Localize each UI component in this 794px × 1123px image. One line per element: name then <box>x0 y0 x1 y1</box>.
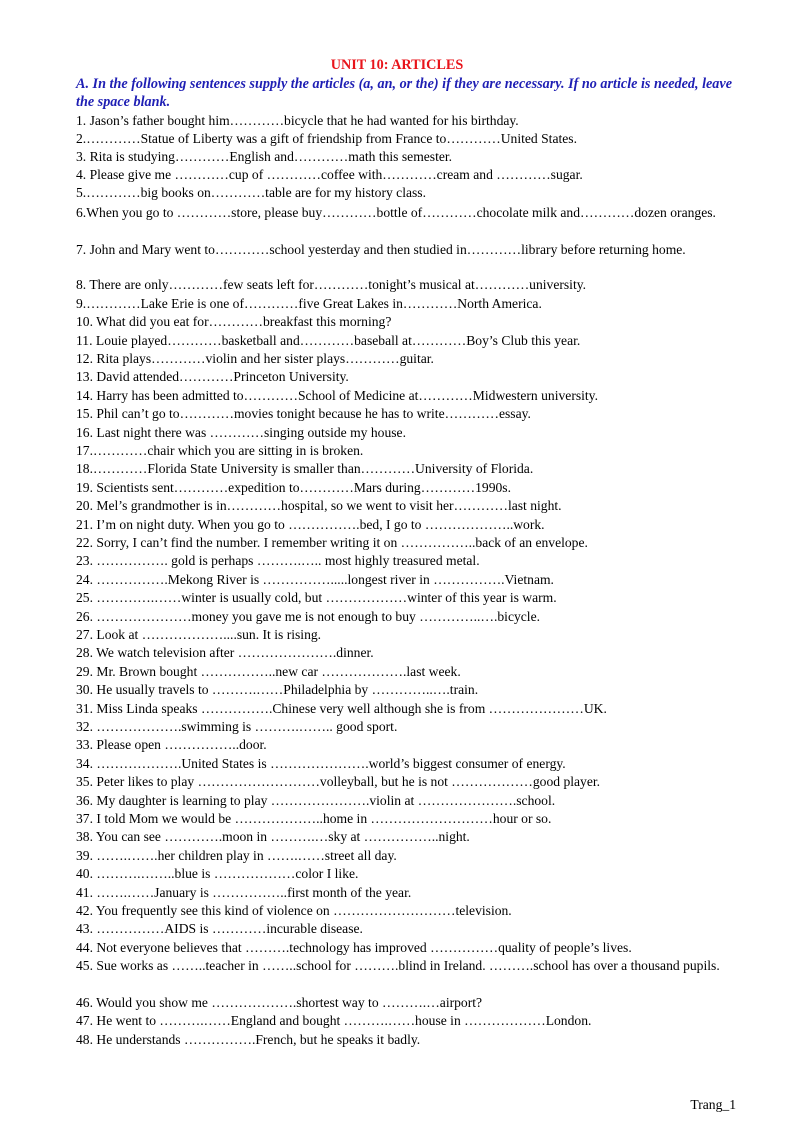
question-item: 44. Not everyone believes that ……….technology has improved ……………quality of people’s lives. <box>76 940 632 955</box>
question-item: 28. We watch television after ………………….dinner. <box>76 645 374 660</box>
question-item: 33. Please open ……………..door. <box>76 737 267 752</box>
question-item: 13. David attended…………Princeton University. <box>76 369 349 384</box>
question-item: 19. Scientists sent…………expedition to…………Mars during…………1990s. <box>76 480 511 495</box>
question-item: 25. ………….……winter is usually cold, but ………………winter of this year is warm. <box>76 590 557 605</box>
question-item: 41. …….……January is ……………..first month of the year. <box>76 885 412 900</box>
question-item: 36. My daughter is learning to play ………………….violin at ………………….school. <box>76 793 556 808</box>
question-item: 14. Harry has been admitted to…………School of Medicine at…………Midwestern university. <box>76 388 598 403</box>
question-item: 42. You frequently see this kind of violence on ………………………television. <box>76 903 512 918</box>
question-item: 47. He went to ……….……England and bought ……….……house in ………………London. <box>76 1013 592 1028</box>
exercise-instruction: A. In the following sentences supply the articles (a, an, or the) if they are necessary. If no article is needed, leave the space blank. <box>76 76 732 110</box>
question-item: 12. Rita plays…………violin and her sister plays…………guitar. <box>76 351 434 366</box>
question-item: 10. What did you eat for…………breakfast this morning? <box>76 314 392 329</box>
question-item: 6.When you go to …………store, please buy…………bottle of…………chocolate milk and…………dozen oranges. <box>76 205 716 220</box>
question-item: 31. Miss Linda speaks …………….Chinese very well although she is from …………………UK. <box>76 701 607 716</box>
question-item: 9.…………Lake Erie is one of…………five Great Lakes in…………North America. <box>76 296 542 311</box>
question-item: 24. …………….Mekong River is …………….....longest river in …………….Vietnam. <box>76 572 554 587</box>
question-item: 1. Jason’s father bought him…………bicycle that he had wanted for his birthday. <box>76 113 519 128</box>
question-item: 4. Please give me …………cup of …………coffee with…………cream and …………sugar. <box>76 167 583 182</box>
question-item: 18.…………Florida State University is smaller than…………University of Florida. <box>76 461 534 476</box>
question-item: 17.…………chair which you are sitting in is broken. <box>76 443 364 458</box>
question-item: 29. Mr. Brown bought ……………..new car ……………….last week. <box>76 664 461 679</box>
question-item: 5.…………big books on…………table are for my history class. <box>76 185 426 200</box>
question-item: 34. ……………….United States is ………………….world’s biggest consumer of energy. <box>76 756 566 771</box>
question-item: 16. Last night there was …………singing outside my house. <box>76 425 406 440</box>
question-item: 32. ……………….swimming is ……….…….. good sport. <box>76 719 398 734</box>
question-item: 27. Look at ………………....sun. It is rising. <box>76 627 322 642</box>
page-title: UNIT 10: ARTICLES <box>330 57 464 73</box>
question-item: 38. You can see ………….moon in ……….…sky at ……………..night. <box>76 829 470 844</box>
question-item: 2.…………Statue of Liberty was a gift of friendship from France to…………United States. <box>76 131 577 146</box>
question-item: 37. I told Mom we would be ………………..home in ………………………hour or so. <box>76 811 552 826</box>
question-item: 11. Louie played…………basketball and…………baseball at…………Boy’s Club this year. <box>76 333 581 348</box>
question-item: 30. He usually travels to ……….……Philadelphia by …………..….train. <box>76 682 479 697</box>
question-item: 7. John and Mary went to…………school yesterday and then studied in…………library before returning home. <box>76 242 686 257</box>
question-item: 39. …….…….her children play in …….……street all day. <box>76 848 397 863</box>
question-item: 45. Sue works as ……..teacher in ……..school for ……….blind in Ireland. ……….school has over a thousand pupils. <box>76 958 720 973</box>
question-item: 40. ……….……..blue is ………………color I like. <box>76 866 359 881</box>
question-item: 46. Would you show me ……………….shortest way to ……….…airport? <box>76 995 483 1010</box>
question-item: 43. ……………AIDS is …………incurable disease. <box>76 921 363 936</box>
question-item: 35. Peter likes to play ………………………volleyball, but he is not ………………good player. <box>76 774 601 789</box>
question-item: 21. I’m on night duty. When you go to …………….bed, I go to ………………..work. <box>76 517 545 532</box>
question-item: 48. He understands …………….French, but he speaks it badly. <box>76 1032 421 1047</box>
question-item: 3. Rita is studying…………English and…………math this semester. <box>76 149 453 164</box>
question-item: 20. Mel’s grandmother is in…………hospital, so we went to visit her…………last night. <box>76 498 562 513</box>
question-item: 15. Phil can’t go to…………movies tonight because he has to write…………essay. <box>76 406 531 421</box>
page-number: Trang_1 <box>690 1097 736 1112</box>
question-item: 23. ……………. gold is perhaps ……….….. most highly treasured metal. <box>76 553 480 568</box>
question-item: 22. Sorry, I can’t find the number. I remember writing it on ……………..back of an envelope. <box>76 535 588 550</box>
question-item: 26. …………………money you gave me is not enough to buy …………..….bicycle. <box>76 609 541 624</box>
question-item: 8. There are only…………few seats left for…………tonight’s musical at…………university. <box>76 277 587 292</box>
